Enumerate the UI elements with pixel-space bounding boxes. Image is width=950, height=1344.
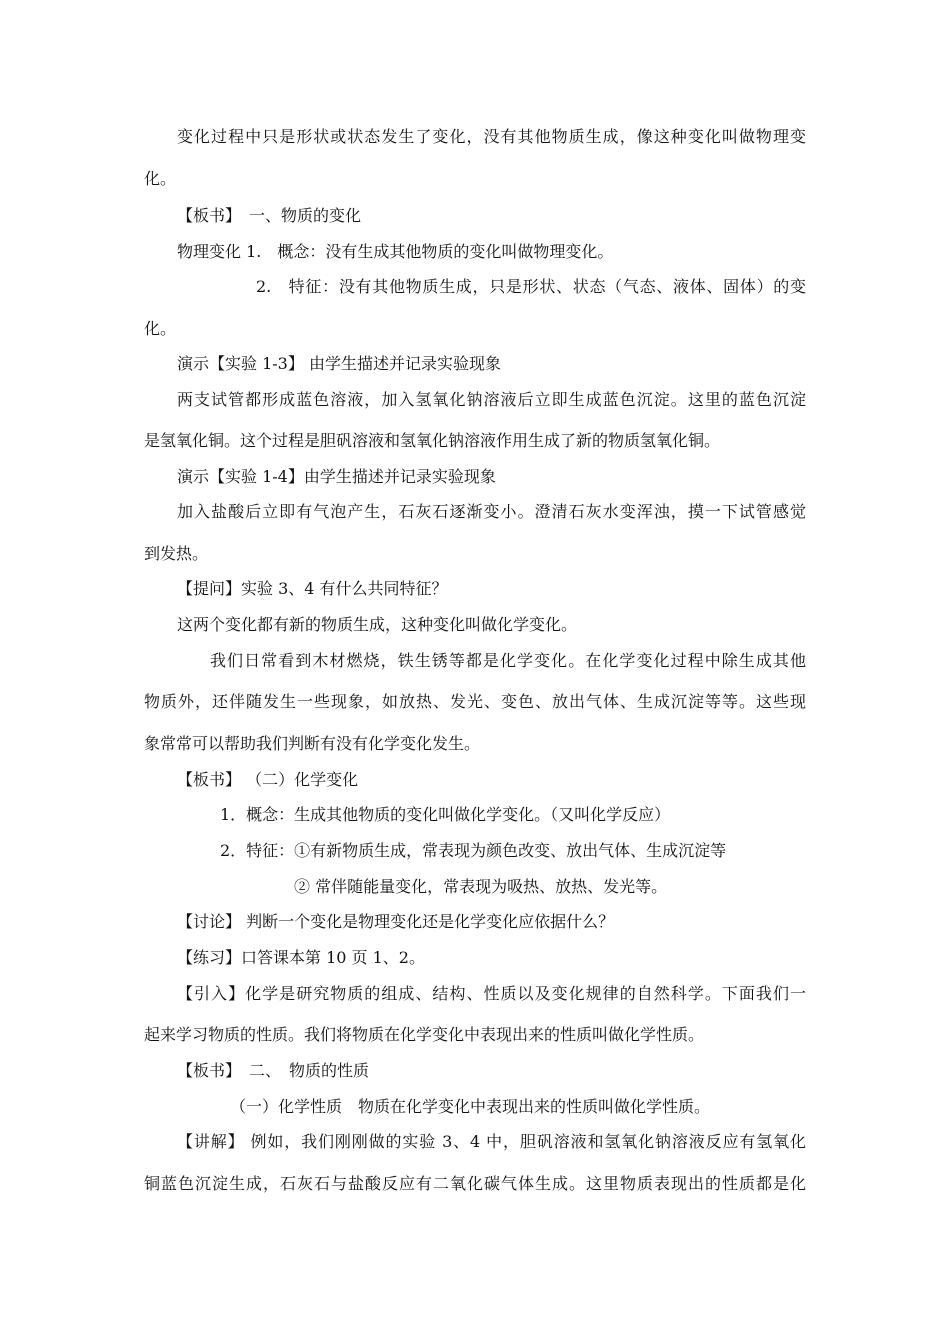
text-line: （一）化学性质 物质在化学变化中表现出来的性质叫做化学性质。 <box>230 1097 711 1116</box>
text-line: 我们日常看到木材燃烧，铁生锈等都是化学变化。在化学变化过程中除生成其他 <box>210 651 806 670</box>
text-line: 2．特征：①有新物质生成，常表现为颜色改变、放出气体、生成沉淀等 <box>220 841 727 860</box>
text-line: ② 常伴随能量变化，常表现为吸热、放热、发光等。 <box>294 877 668 896</box>
section-heading: 【板书】 一、物质的变化 <box>177 206 362 225</box>
experiment-heading: 演示【实验 1-3】 由学生描述并记录实验现象 <box>177 354 501 373</box>
experiment-heading: 演示【实验 1-4】由学生描述并记录实验现象 <box>177 467 496 486</box>
text-line: 物质外，还伴随发生一些现象，如放热、发光、变色、放出气体、生成沉淀等等。这些现 <box>144 692 806 711</box>
text-line: 1．概念：生成其他物质的变化叫做化学变化。（又叫化学反应） <box>220 805 671 824</box>
text-line: 化。 <box>144 169 177 188</box>
text-line: 是氢氧化铜。这个过程是胆矾溶液和氢氧化钠溶液作用生成了新的物质氢氧化铜。 <box>144 431 721 450</box>
text-line: 起来学习物质的性质。我们将物质在化学变化中表现出来的性质叫做化学性质。 <box>144 1025 705 1044</box>
text-line: 物理变化 1. 概念：没有生成其他物质的变化叫做物理变化。 <box>177 242 614 261</box>
text-line: 【引入】化学是研究物质的组成、结构、性质以及变化规律的自然科学。下面我们一 <box>177 984 806 1003</box>
discussion-line: 【讨论】 判断一个变化是物理变化还是化学变化应依据什么？ <box>177 912 615 931</box>
text-line: 象常常可以帮助我们判断有没有化学变化发生。 <box>144 734 481 753</box>
text-line: 2. 特征：没有其他物质生成，只是形状、状态（气态、液体、固体）的变 <box>256 277 806 296</box>
exercise-line: 【练习】口答课本第 10 页 1、2。 <box>177 948 425 967</box>
text-line: 铜蓝色沉淀生成，石灰石与盐酸反应有二氧化碳气体生成。这里物质表现出的性质都是化 <box>144 1174 806 1193</box>
text-line: 到发热。 <box>144 544 209 563</box>
text-line: 两支试管都形成蓝色溶液，加入氢氧化钠溶液后立即生成蓝色沉淀。这里的蓝色沉淀 <box>177 390 806 409</box>
section-heading: 【板书】 二、 物质的性质 <box>177 1061 370 1080</box>
text-line: 化。 <box>144 319 177 338</box>
question-line: 【提问】实验 3、4 有什么共同特征？ <box>177 579 448 598</box>
text-line: 这两个变化都有新的物质生成，这种变化叫做化学变化。 <box>177 615 578 634</box>
section-heading: 【板书】 （二）化学变化 <box>177 770 359 789</box>
text-line: 变化过程中只是形状或状态发生了变化，没有其他物质生成，像这种变化叫做物理变 <box>177 127 806 146</box>
text-line: 加入盐酸后立即有气泡产生，石灰石逐渐变小。澄清石灰水变浑浊，摸一下试管感觉 <box>177 502 806 521</box>
text-line: 【讲解】 例如，我们刚刚做的实验 3、4 中，胆矾溶液和氢氧化钠溶液反应有氢氧化 <box>177 1132 806 1151</box>
